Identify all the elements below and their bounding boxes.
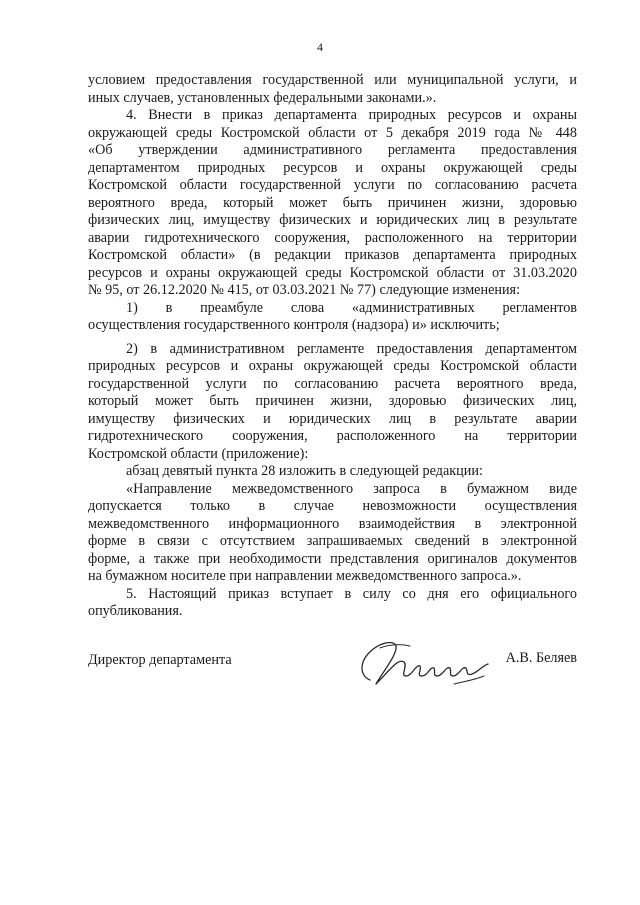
text-line: Костромской области (приложение): <box>88 445 309 462</box>
text-line: на бумажном носителе при направлении межведомственного запроса.». <box>88 568 522 584</box>
text-line: 4. Внести в приказ департамента природных ресурсов и охраны <box>126 107 577 123</box>
text-line: допускается только в случае невозможности осуществления <box>88 498 577 514</box>
handwritten-signature <box>350 632 500 694</box>
text-line: абзац девятый пункта 28 изложить в следующей редакции: <box>126 463 483 479</box>
text-line: физических лиц, имуществу физических и юридических лиц в результате <box>88 212 577 228</box>
text-line: государственной услуги по согласованию расчета вероятного вреда, <box>88 375 577 392</box>
text-line: форме, а также при необходимости представления оригиналов документов <box>88 550 577 567</box>
text-line: опубликования. <box>88 603 183 619</box>
text-line: который может быть причинен жизни, здоровью физических лиц, <box>88 393 577 409</box>
text-line: аварии гидротехнического сооружения, расположенного на территории <box>88 229 577 246</box>
signer-title: Директор департамента <box>88 652 232 668</box>
text-line: 1) в преамбуле слова «административных регламентов <box>126 299 577 316</box>
text-line: ресурсов и охраны окружающей среды Костромской области от 31.03.2020 <box>88 264 577 281</box>
text-line: № 95, от 26.12.2020 № 415, от 03.03.2021 № 77) следующие изменения: <box>88 282 521 298</box>
text-line: гидротехнического сооружения, расположенного на территории <box>88 428 577 444</box>
signature-block <box>88 640 577 700</box>
page-number: 4 <box>317 40 323 54</box>
document-body <box>88 72 577 621</box>
text-line: Костромской области» (в редакции приказов департамента природных <box>88 247 577 263</box>
signer-name: А.В. Беляев <box>505 650 577 666</box>
text-line: департаментом природных ресурсов и охраны окружающей среды <box>88 159 577 176</box>
text-line: условием предоставления государственной или муниципальной услуги, и <box>88 72 577 88</box>
text-line: имуществу физических и юридических лиц в результате аварии <box>88 410 577 427</box>
text-line: вероятного вреда, который может быть причинен жизни, здоровью <box>88 194 577 211</box>
text-line: 5. Настоящий приказ вступает в силу со дня его официального <box>126 585 577 602</box>
text-line: форме в связи с отсутствием запрашиваемых сведений в электронной <box>88 533 577 549</box>
text-line: окружающей среды Костромской области от 5 декабря 2019 года № 448 <box>88 124 577 141</box>
text-line: природных ресурсов и охраны окружающей среды Костромской области <box>88 358 577 374</box>
text-line: «Направление межведомственного запроса в бумажном виде <box>126 480 577 497</box>
text-line: осуществления государственного контроля (надзора) и» исключить; <box>88 317 500 333</box>
text-line: 2) в административном регламенте предоставления департаментом <box>126 340 577 357</box>
text-line: межведомственного информационного взаимодействия в электронной <box>88 515 577 532</box>
text-line: иных случаев, установленных федеральными законами.». <box>88 89 437 106</box>
text-line: Костромской области государственной услуги по согласованию расчета <box>88 177 577 193</box>
text-line: «Об утверждении административного регламента предоставления <box>88 142 577 158</box>
